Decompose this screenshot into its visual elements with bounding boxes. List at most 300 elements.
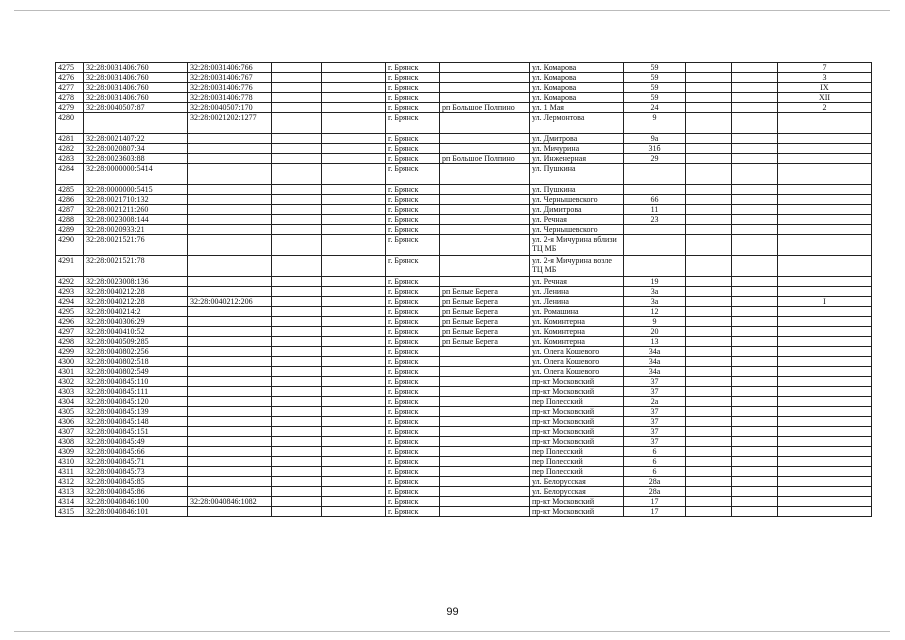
- table-row: [56, 297, 872, 307]
- empty-cell: [686, 407, 732, 417]
- cadastral-number-cell: 32:28:0040845:71: [84, 457, 188, 467]
- empty-cell: [322, 93, 386, 103]
- empty-cell: [686, 467, 732, 477]
- empty-cell: [732, 347, 778, 357]
- empty-cell: [686, 327, 732, 337]
- empty-cell: [322, 347, 386, 357]
- empty-cell: [322, 447, 386, 457]
- street-cell: ул. Коминтерна: [530, 327, 624, 337]
- premises-cadastral-number-cell: [188, 387, 272, 397]
- settlement-cell: [440, 93, 530, 103]
- unit-number-cell: [778, 205, 872, 215]
- cadastral-number-cell: 32:28:0040410:52: [84, 327, 188, 337]
- settlement-cell: [440, 185, 530, 195]
- table-row: [56, 357, 872, 367]
- table-row: [56, 235, 872, 256]
- house-number-cell: 31б: [624, 144, 686, 154]
- city-cell: г. Брянск: [386, 417, 440, 427]
- house-number-cell: [624, 256, 686, 277]
- table-row: [56, 317, 872, 327]
- premises-cadastral-number-cell: [188, 337, 272, 347]
- row-number-cell: 4290: [56, 235, 84, 256]
- settlement-cell: [440, 134, 530, 144]
- empty-cell: [322, 185, 386, 195]
- street-cell: ул. Ленина: [530, 297, 624, 307]
- table-row: [56, 327, 872, 337]
- empty-cell: [322, 457, 386, 467]
- page-number: 99: [446, 606, 459, 618]
- settlement-cell: [440, 256, 530, 277]
- table-row: [56, 477, 872, 487]
- table-row: [56, 287, 872, 297]
- empty-cell: [686, 437, 732, 447]
- empty-cell: [686, 256, 732, 277]
- unit-number-cell: [778, 467, 872, 477]
- unit-number-cell: I: [778, 297, 872, 307]
- street-cell: ул. Мичурина: [530, 144, 624, 154]
- empty-cell: [272, 437, 322, 447]
- premises-cadastral-number-cell: 32:28:0031406:766: [188, 63, 272, 73]
- empty-cell: [272, 497, 322, 507]
- empty-cell: [732, 407, 778, 417]
- street-cell: ул. Коминтерна: [530, 337, 624, 347]
- house-number-cell: 13: [624, 337, 686, 347]
- row-number-cell: 4298: [56, 337, 84, 347]
- city-cell: г. Брянск: [386, 256, 440, 277]
- city-cell: г. Брянск: [386, 73, 440, 83]
- city-cell: г. Брянск: [386, 144, 440, 154]
- street-cell: ул. 1 Мая: [530, 103, 624, 113]
- premises-cadastral-number-cell: [188, 487, 272, 497]
- empty-cell: [732, 134, 778, 144]
- row-number-cell: 4314: [56, 497, 84, 507]
- empty-cell: [686, 477, 732, 487]
- cadastral-number-cell: 32:28:0040212:28: [84, 287, 188, 297]
- empty-cell: [322, 357, 386, 367]
- cadastral-number-cell: 32:28:0040845:110: [84, 377, 188, 387]
- street-cell: ул. Инженерная: [530, 154, 624, 164]
- settlement-cell: [440, 447, 530, 457]
- settlement-cell: [440, 507, 530, 517]
- street-cell: ул. Лермонтова: [530, 113, 624, 134]
- premises-cadastral-number-cell: [188, 367, 272, 377]
- empty-cell: [732, 83, 778, 93]
- empty-cell: [732, 73, 778, 83]
- empty-cell: [732, 277, 778, 287]
- house-number-cell: 6: [624, 447, 686, 457]
- table-row: [56, 225, 872, 235]
- cadastral-number-cell: 32:28:0040214:2: [84, 307, 188, 317]
- empty-cell: [732, 205, 778, 215]
- empty-cell: [272, 297, 322, 307]
- city-cell: г. Брянск: [386, 347, 440, 357]
- empty-cell: [272, 507, 322, 517]
- table-row: [56, 367, 872, 377]
- street-cell: ул. Олега Кошевого: [530, 357, 624, 367]
- cadastral-number-cell: 32:28:0040845:73: [84, 467, 188, 477]
- unit-number-cell: [778, 377, 872, 387]
- empty-cell: [322, 417, 386, 427]
- city-cell: г. Брянск: [386, 307, 440, 317]
- row-number-cell: 4311: [56, 467, 84, 477]
- unit-number-cell: [778, 437, 872, 447]
- empty-cell: [686, 73, 732, 83]
- house-number-cell: 23: [624, 215, 686, 225]
- unit-number-cell: [778, 134, 872, 144]
- empty-cell: [732, 297, 778, 307]
- house-number-cell: [624, 235, 686, 256]
- empty-cell: [322, 407, 386, 417]
- cadastral-number-cell: 32:28:0040845:120: [84, 397, 188, 407]
- row-number-cell: 4281: [56, 134, 84, 144]
- row-number-cell: 4289: [56, 225, 84, 235]
- cadastral-number-cell: 32:28:0020807:34: [84, 144, 188, 154]
- unit-number-cell: [778, 277, 872, 287]
- settlement-cell: [440, 497, 530, 507]
- cadastral-number-cell: 32:28:0040845:148: [84, 417, 188, 427]
- empty-cell: [686, 497, 732, 507]
- city-cell: г. Брянск: [386, 387, 440, 397]
- empty-cell: [322, 235, 386, 256]
- unit-number-cell: 7: [778, 63, 872, 73]
- cadastral-number-cell: 32:28:0020933:21: [84, 225, 188, 235]
- premises-cadastral-number-cell: [188, 447, 272, 457]
- unit-number-cell: 3: [778, 73, 872, 83]
- settlement-cell: [440, 235, 530, 256]
- house-number-cell: 59: [624, 63, 686, 73]
- settlement-cell: [440, 467, 530, 477]
- settlement-cell: [440, 215, 530, 225]
- cadastral-number-cell: 32:28:0031406:760: [84, 83, 188, 93]
- house-number-cell: 59: [624, 93, 686, 103]
- unit-number-cell: 2: [778, 103, 872, 113]
- empty-cell: [322, 215, 386, 225]
- city-cell: г. Брянск: [386, 447, 440, 457]
- empty-cell: [322, 327, 386, 337]
- house-number-cell: 9: [624, 113, 686, 134]
- city-cell: г. Брянск: [386, 63, 440, 73]
- empty-cell: [322, 256, 386, 277]
- empty-cell: [686, 317, 732, 327]
- table-row: [56, 113, 872, 134]
- unit-number-cell: [778, 287, 872, 297]
- premises-cadastral-number-cell: [188, 277, 272, 287]
- premises-cadastral-number-cell: 32:28:0031406:778: [188, 93, 272, 103]
- empty-cell: [732, 377, 778, 387]
- house-number-cell: 34а: [624, 347, 686, 357]
- unit-number-cell: [778, 357, 872, 367]
- empty-cell: [272, 477, 322, 487]
- house-number-cell: 29: [624, 154, 686, 164]
- row-number-cell: 4295: [56, 307, 84, 317]
- unit-number-cell: [778, 407, 872, 417]
- empty-cell: [732, 497, 778, 507]
- premises-cadastral-number-cell: 32:28:0040507:170: [188, 103, 272, 113]
- city-cell: г. Брянск: [386, 93, 440, 103]
- empty-cell: [272, 347, 322, 357]
- city-cell: г. Брянск: [386, 277, 440, 287]
- house-number-cell: 9: [624, 317, 686, 327]
- city-cell: г. Брянск: [386, 317, 440, 327]
- street-cell: пер Полесский: [530, 467, 624, 477]
- empty-cell: [322, 63, 386, 73]
- unit-number-cell: [778, 225, 872, 235]
- settlement-cell: [440, 277, 530, 287]
- cadastral-number-cell: 32:28:0021407:22: [84, 134, 188, 144]
- empty-cell: [686, 195, 732, 205]
- house-number-cell: [624, 185, 686, 195]
- cadastral-number-cell: 32:28:0040845:151: [84, 427, 188, 437]
- settlement-cell: рп Белые Берега: [440, 297, 530, 307]
- settlement-cell: рп Большое Полпино: [440, 154, 530, 164]
- empty-cell: [272, 357, 322, 367]
- house-number-cell: 34а: [624, 367, 686, 377]
- empty-cell: [686, 144, 732, 154]
- street-cell: пер Полесский: [530, 447, 624, 457]
- table-row: [56, 507, 872, 517]
- row-number-cell: 4285: [56, 185, 84, 195]
- premises-cadastral-number-cell: [188, 407, 272, 417]
- premises-cadastral-number-cell: 32:28:0021202:1277: [188, 113, 272, 134]
- settlement-cell: [440, 407, 530, 417]
- empty-cell: [322, 144, 386, 154]
- table-row: [56, 93, 872, 103]
- street-cell: ул. Комарова: [530, 73, 624, 83]
- row-number-cell: 4310: [56, 457, 84, 467]
- street-cell: ул. Белорусская: [530, 487, 624, 497]
- table-row: [56, 103, 872, 113]
- street-cell: ул. Ромашина: [530, 307, 624, 317]
- house-number-cell: 59: [624, 83, 686, 93]
- table-row: [56, 337, 872, 347]
- city-cell: г. Брянск: [386, 367, 440, 377]
- cadastral-number-cell: 32:28:0040845:85: [84, 477, 188, 487]
- empty-cell: [272, 317, 322, 327]
- house-number-cell: 37: [624, 377, 686, 387]
- premises-cadastral-number-cell: [188, 225, 272, 235]
- table-row: [56, 195, 872, 205]
- unit-number-cell: [778, 235, 872, 256]
- row-number-cell: 4309: [56, 447, 84, 457]
- house-number-cell: 28а: [624, 477, 686, 487]
- cadastral-number-cell: 32:28:0023603:88: [84, 154, 188, 164]
- city-cell: г. Брянск: [386, 437, 440, 447]
- city-cell: г. Брянск: [386, 477, 440, 487]
- street-cell: пр-кт Московский: [530, 507, 624, 517]
- house-number-cell: 6: [624, 467, 686, 477]
- row-number-cell: 4277: [56, 83, 84, 93]
- premises-cadastral-number-cell: [188, 397, 272, 407]
- empty-cell: [272, 417, 322, 427]
- empty-cell: [686, 347, 732, 357]
- table-row: [56, 63, 872, 73]
- premises-cadastral-number-cell: [188, 256, 272, 277]
- row-number-cell: 4278: [56, 93, 84, 103]
- house-number-cell: 12: [624, 307, 686, 317]
- unit-number-cell: [778, 113, 872, 134]
- table-row: [56, 83, 872, 93]
- house-number-cell: 17: [624, 497, 686, 507]
- empty-cell: [272, 235, 322, 256]
- empty-cell: [322, 397, 386, 407]
- empty-cell: [686, 134, 732, 144]
- cadastral-number-cell: 32:28:0040802:518: [84, 357, 188, 367]
- empty-cell: [272, 73, 322, 83]
- empty-cell: [272, 113, 322, 134]
- street-cell: ул. Речная: [530, 215, 624, 225]
- unit-number-cell: [778, 195, 872, 205]
- empty-cell: [272, 134, 322, 144]
- empty-cell: [322, 277, 386, 287]
- unit-number-cell: [778, 327, 872, 337]
- row-number-cell: 4300: [56, 357, 84, 367]
- empty-cell: [732, 457, 778, 467]
- city-cell: г. Брянск: [386, 337, 440, 347]
- settlement-cell: [440, 397, 530, 407]
- premises-cadastral-number-cell: 32:28:0040846:1082: [188, 497, 272, 507]
- premises-cadastral-number-cell: [188, 477, 272, 487]
- settlement-cell: [440, 73, 530, 83]
- premises-cadastral-number-cell: 32:28:0031406:767: [188, 73, 272, 83]
- settlement-cell: рп Белые Берега: [440, 337, 530, 347]
- cadastral-number-cell: 32:28:0040846:100: [84, 497, 188, 507]
- row-number-cell: 4296: [56, 317, 84, 327]
- city-cell: г. Брянск: [386, 457, 440, 467]
- empty-cell: [322, 437, 386, 447]
- unit-number-cell: [778, 185, 872, 195]
- row-number-cell: 4287: [56, 205, 84, 215]
- empty-cell: [732, 427, 778, 437]
- unit-number-cell: [778, 256, 872, 277]
- empty-cell: [272, 457, 322, 467]
- row-number-cell: 4276: [56, 73, 84, 83]
- cadastral-number-cell: 32:28:0040212:28: [84, 297, 188, 307]
- empty-cell: [272, 215, 322, 225]
- empty-cell: [322, 83, 386, 93]
- house-number-cell: 6: [624, 457, 686, 467]
- premises-cadastral-number-cell: [188, 205, 272, 215]
- empty-cell: [322, 287, 386, 297]
- row-number-cell: 4282: [56, 144, 84, 154]
- city-cell: г. Брянск: [386, 467, 440, 477]
- unit-number-cell: [778, 507, 872, 517]
- cadastral-number-cell: 32:28:0023008:136: [84, 277, 188, 287]
- empty-cell: [732, 447, 778, 457]
- empty-cell: [322, 337, 386, 347]
- unit-number-cell: [778, 477, 872, 487]
- street-cell: пр-кт Московский: [530, 437, 624, 447]
- row-number-cell: 4301: [56, 367, 84, 377]
- empty-cell: [732, 287, 778, 297]
- street-cell: ул. Комарова: [530, 93, 624, 103]
- premises-cadastral-number-cell: [188, 357, 272, 367]
- street-cell: ул. Чернышевского: [530, 195, 624, 205]
- empty-cell: [686, 83, 732, 93]
- cadastral-number-cell: 32:28:0031406:760: [84, 93, 188, 103]
- empty-cell: [686, 225, 732, 235]
- cadastral-number-cell: 32:28:0040802:256: [84, 347, 188, 357]
- city-cell: г. Брянск: [386, 235, 440, 256]
- empty-cell: [732, 256, 778, 277]
- table-row: [56, 457, 872, 467]
- table-row: [56, 347, 872, 357]
- table-row: [56, 185, 872, 195]
- empty-cell: [272, 467, 322, 477]
- cadastral-number-cell: 32:28:0021521:78: [84, 256, 188, 277]
- empty-cell: [322, 427, 386, 437]
- empty-cell: [322, 387, 386, 397]
- empty-cell: [322, 507, 386, 517]
- empty-cell: [732, 113, 778, 134]
- table-row: [56, 164, 872, 185]
- row-number-cell: 4288: [56, 215, 84, 225]
- empty-cell: [732, 235, 778, 256]
- empty-cell: [272, 63, 322, 73]
- empty-cell: [686, 205, 732, 215]
- empty-cell: [732, 215, 778, 225]
- premises-cadastral-number-cell: 32:28:0031406:776: [188, 83, 272, 93]
- street-cell: ул. Коминтерна: [530, 317, 624, 327]
- settlement-cell: [440, 63, 530, 73]
- premises-cadastral-number-cell: [188, 154, 272, 164]
- cadastral-number-cell: 32:28:0021211:260: [84, 205, 188, 215]
- empty-cell: [732, 225, 778, 235]
- row-number-cell: 4294: [56, 297, 84, 307]
- empty-cell: [686, 387, 732, 397]
- settlement-cell: [440, 83, 530, 93]
- settlement-cell: [440, 195, 530, 205]
- cadastral-number-cell: 32:28:0040845:86: [84, 487, 188, 497]
- cadastral-number-cell: 32:28:0040306:29: [84, 317, 188, 327]
- city-cell: г. Брянск: [386, 487, 440, 497]
- empty-cell: [686, 277, 732, 287]
- settlement-cell: [440, 417, 530, 427]
- row-number-cell: 4284: [56, 164, 84, 185]
- unit-number-cell: [778, 417, 872, 427]
- settlement-cell: [440, 144, 530, 154]
- city-cell: г. Брянск: [386, 357, 440, 367]
- city-cell: г. Брянск: [386, 397, 440, 407]
- empty-cell: [686, 507, 732, 517]
- row-number-cell: 4280: [56, 113, 84, 134]
- table-body: [56, 63, 872, 517]
- street-cell: ул. Речная: [530, 277, 624, 287]
- empty-cell: [732, 367, 778, 377]
- table-row: [56, 205, 872, 215]
- row-number-cell: 4306: [56, 417, 84, 427]
- settlement-cell: [440, 427, 530, 437]
- unit-number-cell: [778, 487, 872, 497]
- street-cell: ул. Комарова: [530, 83, 624, 93]
- row-number-cell: 4302: [56, 377, 84, 387]
- empty-cell: [272, 195, 322, 205]
- unit-number-cell: [778, 144, 872, 154]
- empty-cell: [686, 63, 732, 73]
- house-number-cell: 37: [624, 387, 686, 397]
- cadastral-number-cell: 32:28:0000000:5414: [84, 164, 188, 185]
- unit-number-cell: [778, 367, 872, 377]
- empty-cell: [732, 185, 778, 195]
- settlement-cell: [440, 347, 530, 357]
- empty-cell: [732, 93, 778, 103]
- empty-cell: [272, 387, 322, 397]
- table-row: [56, 417, 872, 427]
- empty-cell: [686, 457, 732, 467]
- street-cell: ул. Дмитрова: [530, 134, 624, 144]
- row-number-cell: 4305: [56, 407, 84, 417]
- house-number-cell: 2а: [624, 397, 686, 407]
- unit-number-cell: [778, 337, 872, 347]
